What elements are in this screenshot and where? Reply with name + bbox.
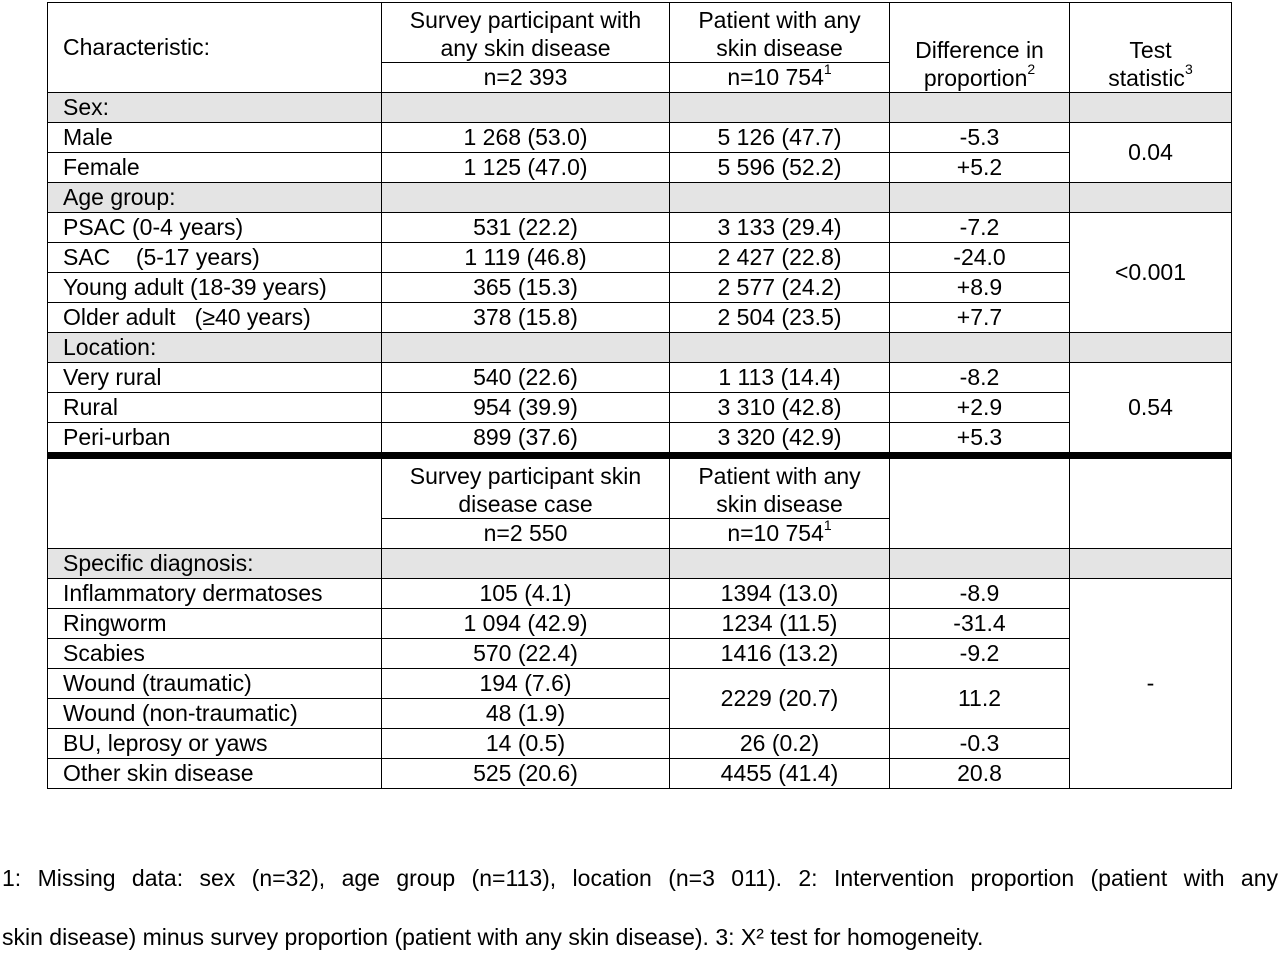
patient-cell: 5 126 (47.7) (670, 123, 890, 153)
patient-cell: 1394 (13.0) (670, 579, 890, 609)
section-heading: Age group: (48, 183, 382, 213)
patient-cell: 3 320 (42.9) (670, 423, 890, 456)
survey-cell: 525 (20.6) (382, 759, 670, 789)
row-label: Inflammatory dermatoses (48, 579, 382, 609)
table-row (48, 243, 1232, 273)
section-row-location (48, 333, 1232, 363)
row-label: Older adult (≥40 years) (48, 303, 382, 333)
table-row (48, 393, 1232, 423)
patient-cell: 2 577 (24.2) (670, 273, 890, 303)
difference-cell: +8.9 (890, 273, 1070, 303)
difference-cell: 20.8 (890, 759, 1070, 789)
survey-cell: 1 094 (42.9) (382, 609, 670, 639)
section-heading: Specific diagnosis: (48, 549, 382, 579)
difference-cell: +2.9 (890, 393, 1070, 423)
survey-cell: 531 (22.2) (382, 213, 670, 243)
patient-cell: 5 596 (52.2) (670, 153, 890, 183)
table-row (48, 423, 1232, 456)
header-characteristic: Characteristic: (48, 3, 382, 93)
patient-cell: 2229 (20.7) (670, 669, 890, 729)
table-row (48, 273, 1232, 303)
table-row (48, 639, 1232, 669)
table-row (48, 123, 1232, 153)
difference-cell: -9.2 (890, 639, 1070, 669)
header-test-statistic: Test statistic$^3$ (1070, 3, 1232, 93)
test-statistic-cell: 0.54 (1070, 363, 1232, 456)
row-label: Ringworm (48, 609, 382, 639)
difference-cell: -8.9 (890, 579, 1070, 609)
row-label: Male (48, 123, 382, 153)
table-row (48, 759, 1232, 789)
difference-cell: +5.2 (890, 153, 1070, 183)
difference-cell: +7.7 (890, 303, 1070, 333)
header2-patient: Patient with any skin disease (670, 456, 890, 519)
test-statistic-cell: - (1070, 579, 1232, 789)
header2-empty-test (1070, 456, 1232, 549)
section-heading: Sex: (48, 93, 382, 123)
table-row (48, 303, 1232, 333)
test-statistic-cell: <0.001 (1070, 213, 1232, 333)
difference-cell: -7.2 (890, 213, 1070, 243)
difference-cell: -8.2 (890, 363, 1070, 393)
survey-cell: 365 (15.3) (382, 273, 670, 303)
survey-cell: 570 (22.4) (382, 639, 670, 669)
row-label: Scabies (48, 639, 382, 669)
table-row (48, 153, 1232, 183)
difference-cell: -24.0 (890, 243, 1070, 273)
row-label: Wound (non-traumatic) (48, 699, 382, 729)
header-survey: Survey participant with any skin disease (382, 3, 670, 63)
row-label: Rural (48, 393, 382, 423)
table-row (48, 213, 1232, 243)
header-patient: Patient with any skin disease (670, 3, 890, 63)
difference-cell: -5.3 (890, 123, 1070, 153)
patient-cell: 4455 (41.4) (670, 759, 890, 789)
row-label: PSAC (0-4 years) (48, 213, 382, 243)
row-label: BU, leprosy or yaws (48, 729, 382, 759)
table-row (48, 363, 1232, 393)
header2-n-patient: n=10 $754^1$ (670, 519, 890, 549)
table-row (48, 609, 1232, 639)
survey-cell: 378 (15.8) (382, 303, 670, 333)
survey-cell: 899 (37.6) (382, 423, 670, 456)
table-row (48, 729, 1232, 759)
survey-cell: 14 (0.5) (382, 729, 670, 759)
survey-cell: 194 (7.6) (382, 669, 670, 699)
row-label: Very rural (48, 363, 382, 393)
patient-cell: 2 427 (22.8) (670, 243, 890, 273)
header2-survey: Survey participant skin disease case (382, 456, 670, 519)
section-row-age (48, 183, 1232, 213)
survey-cell: 105 (4.1) (382, 579, 670, 609)
patient-cell: 26 (0.2) (670, 729, 890, 759)
header2-empty-diff (890, 456, 1070, 549)
patient-cell: 2 504 (23.5) (670, 303, 890, 333)
row-label: Peri-urban (48, 423, 382, 456)
footnote-line-1: 1: Missing data: sex (n=32), age group (n=113), location (n=3 011). 2: Intervention proportion (patient with any (2, 865, 1278, 891)
header-n-survey: n=2 393 (382, 63, 670, 93)
patient-cell: 1416 (13.2) (670, 639, 890, 669)
table-row (48, 579, 1232, 609)
results-table (47, 2, 1232, 789)
patient-cell: 1234 (11.5) (670, 609, 890, 639)
row-label: Wound (traumatic) (48, 669, 382, 699)
header2-n-survey: n=2 550 (382, 519, 670, 549)
survey-cell: 954 (39.9) (382, 393, 670, 423)
survey-cell: 1 268 (53.0) (382, 123, 670, 153)
section-row-diagnosis (48, 549, 1232, 579)
test-statistic-cell: 0.04 (1070, 123, 1232, 183)
section-heading: Location: (48, 333, 382, 363)
difference-cell: -0.3 (890, 729, 1070, 759)
section-row-sex (48, 93, 1232, 123)
patient-cell: 1 113 (14.4) (670, 363, 890, 393)
row-label: Young adult (18-39 years) (48, 273, 382, 303)
header2-empty (48, 456, 382, 549)
survey-cell: 540 (22.6) (382, 363, 670, 393)
patient-cell: 3 133 (29.4) (670, 213, 890, 243)
row-label: Other skin disease (48, 759, 382, 789)
patient-cell: 3 310 (42.8) (670, 393, 890, 423)
row-label: Female (48, 153, 382, 183)
survey-cell: 1 125 (47.0) (382, 153, 670, 183)
header-n-patient: n=10 $754^1$ (670, 63, 890, 93)
footnote-line-2: skin disease) minus survey proportion (patient with any skin disease). 3: X² test for homogeneity. (2, 924, 984, 950)
header-difference: Difference in proportion$^2$ (890, 3, 1070, 93)
table-row (48, 669, 1232, 699)
survey-cell: 48 (1.9) (382, 699, 670, 729)
survey-cell: 1 119 (46.8) (382, 243, 670, 273)
difference-cell: -31.4 (890, 609, 1070, 639)
difference-cell: 11.2 (890, 669, 1070, 729)
difference-cell: +5.3 (890, 423, 1070, 456)
row-label: SAC (5-17 years) (48, 243, 382, 273)
